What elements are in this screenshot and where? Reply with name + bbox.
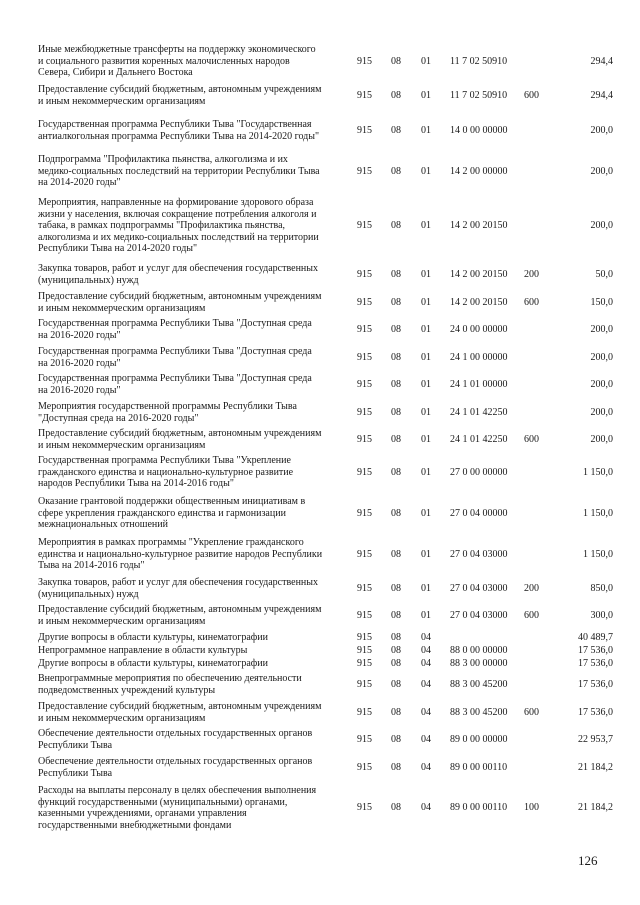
ministry-code: 915 bbox=[357, 434, 372, 445]
ministry-code: 915 bbox=[357, 645, 372, 656]
section-code: 08 bbox=[391, 90, 401, 101]
section-code: 08 bbox=[391, 220, 401, 231]
ministry-code: 915 bbox=[357, 549, 372, 560]
row-name: Государственная программа Республики Тыва "Укрепление гражданского единства и национально-культурное развитие народов Республики Тыва на 2014-2016 годы" bbox=[38, 455, 294, 489]
section-code: 08 bbox=[391, 549, 401, 560]
amount: 1 150,0 bbox=[583, 549, 613, 560]
subsection-code: 04 bbox=[421, 802, 431, 813]
target-code: 27 0 04 03000 bbox=[450, 549, 508, 560]
subsection-code: 04 bbox=[421, 679, 431, 690]
subsection-code: 01 bbox=[421, 56, 431, 67]
ministry-code: 915 bbox=[357, 802, 372, 813]
ministry-code: 915 bbox=[357, 583, 372, 594]
subsection-code: 01 bbox=[421, 166, 431, 177]
amount: 294,4 bbox=[590, 56, 613, 67]
subsection-code: 04 bbox=[421, 658, 431, 669]
row-name: Расходы на выплаты персоналу в целях обеспечения выполнения функций государственными (муниципальными) органами, казенными учреждениями, органами управления государственными внебюджетными фондами bbox=[38, 785, 317, 831]
ministry-code: 915 bbox=[357, 734, 372, 745]
target-code: 89 0 00 00110 bbox=[450, 762, 508, 773]
ministry-code: 915 bbox=[357, 352, 372, 363]
section-code: 08 bbox=[391, 166, 401, 177]
row-name: Предоставление субсидий бюджетным, автономным учреждениям и иным некоммерческим организациям bbox=[38, 701, 322, 724]
ministry-code: 915 bbox=[357, 658, 372, 669]
subsection-code: 01 bbox=[421, 549, 431, 560]
subsection-code: 04 bbox=[421, 762, 431, 773]
target-code: 88 0 00 00000 bbox=[450, 645, 508, 656]
section-code: 08 bbox=[391, 802, 401, 813]
row-name: Государственная программа Республики Тыва "Доступная среда на 2016-2020 годы" bbox=[38, 346, 312, 369]
section-code: 08 bbox=[391, 434, 401, 445]
amount: 850,0 bbox=[590, 583, 613, 594]
amount: 21 184,2 bbox=[578, 802, 613, 813]
target-code: 24 1 00 00000 bbox=[450, 352, 508, 363]
row-name: Мероприятия, направленные на формирование здорового образа жизни у населения, включая сокращение потребления алкоголя и табака, в рамках подпрограммы "Профилактика пьянства, алкоголизма и их медико-социальных последствий на территории Республики Тыва на 2014-2020 годы" bbox=[38, 197, 319, 254]
section-code: 08 bbox=[391, 583, 401, 594]
target-code: 14 2 00 00000 bbox=[450, 166, 508, 177]
subsection-code: 01 bbox=[421, 352, 431, 363]
row-name: Мероприятия в рамках программы "Укрепление гражданского единства и национально-культурное развитие народов Республики Тыва на 2014-2016 годы" bbox=[38, 537, 323, 571]
ministry-code: 915 bbox=[357, 762, 372, 773]
ministry-code: 915 bbox=[357, 166, 372, 177]
row-name: Предоставление субсидий бюджетным, автономным учреждениям и иным некоммерческим организациям bbox=[38, 604, 322, 627]
target-code: 27 0 04 00000 bbox=[450, 508, 508, 519]
ministry-code: 915 bbox=[357, 297, 372, 308]
section-code: 08 bbox=[391, 734, 401, 745]
amount: 200,0 bbox=[590, 324, 613, 335]
ministry-code: 915 bbox=[357, 610, 372, 621]
subsection-code: 01 bbox=[421, 407, 431, 418]
subsection-code: 01 bbox=[421, 583, 431, 594]
subsection-code: 01 bbox=[421, 324, 431, 335]
amount: 17 536,0 bbox=[578, 645, 613, 656]
ministry-code: 915 bbox=[357, 56, 372, 67]
amount: 1 150,0 bbox=[583, 508, 613, 519]
ministry-code: 915 bbox=[357, 220, 372, 231]
row-name: Государственная программа Республики Тыва "Государственная антиалкогольная программа Республики Тыва на 2014-2020 годы" bbox=[38, 119, 320, 142]
amount: 150,0 bbox=[590, 297, 613, 308]
expense-type-code: 600 bbox=[524, 707, 539, 718]
amount: 50,0 bbox=[595, 269, 613, 280]
target-code: 27 0 00 00000 bbox=[450, 467, 508, 478]
row-name: Предоставление субсидий бюджетным, автономным учреждениям и иным некоммерческим организациям bbox=[38, 84, 322, 107]
amount: 22 953,7 bbox=[578, 734, 613, 745]
expense-type-code: 200 bbox=[524, 583, 539, 594]
subsection-code: 04 bbox=[421, 632, 431, 643]
target-code: 24 1 01 42250 bbox=[450, 434, 508, 445]
section-code: 08 bbox=[391, 610, 401, 621]
amount: 200,0 bbox=[590, 379, 613, 390]
target-code: 11 7 02 50910 bbox=[450, 56, 508, 67]
target-code: 27 0 04 03000 bbox=[450, 610, 508, 621]
target-code: 24 1 01 00000 bbox=[450, 379, 508, 390]
expense-type-code: 100 bbox=[524, 802, 539, 813]
subsection-code: 01 bbox=[421, 90, 431, 101]
row-name: Предоставление субсидий бюджетным, автономным учреждениям и иным некоммерческим организациям bbox=[38, 291, 322, 314]
subsection-code: 01 bbox=[421, 220, 431, 231]
subsection-code: 01 bbox=[421, 467, 431, 478]
ministry-code: 915 bbox=[357, 125, 372, 136]
amount: 17 536,0 bbox=[578, 658, 613, 669]
amount: 17 536,0 bbox=[578, 679, 613, 690]
section-code: 08 bbox=[391, 125, 401, 136]
target-code: 89 0 00 00000 bbox=[450, 734, 508, 745]
row-name: Другие вопросы в области культуры, кинематографии bbox=[38, 658, 268, 669]
amount: 40 489,7 bbox=[578, 632, 613, 643]
ministry-code: 915 bbox=[357, 707, 372, 718]
section-code: 08 bbox=[391, 645, 401, 656]
subsection-code: 04 bbox=[421, 734, 431, 745]
row-name: Оказание грантовой поддержки общественным инициативам в сфере укрепления гражданского единства и гармонизации межнациональных отношений bbox=[38, 496, 306, 530]
section-code: 08 bbox=[391, 658, 401, 669]
ministry-code: 915 bbox=[357, 90, 372, 101]
target-code: 14 2 00 20150 bbox=[450, 220, 508, 231]
row-name: Внепрограммные мероприятия по обеспечению деятельности подведомственных учреждений культуры bbox=[38, 673, 302, 696]
section-code: 08 bbox=[391, 379, 401, 390]
row-name: Государственная программа Республики Тыва "Доступная среда на 2016-2020 годы" bbox=[38, 373, 312, 396]
expense-type-code: 600 bbox=[524, 90, 539, 101]
ministry-code: 915 bbox=[357, 324, 372, 335]
ministry-code: 915 bbox=[357, 632, 372, 643]
row-name: Предоставление субсидий бюджетным, автономным учреждениям и иным некоммерческим организациям bbox=[38, 428, 322, 451]
amount: 200,0 bbox=[590, 407, 613, 418]
amount: 21 184,2 bbox=[578, 762, 613, 773]
row-name: Закупка товаров, работ и услуг для обеспечения государственных (муниципальных) нужд bbox=[38, 263, 319, 286]
subsection-code: 04 bbox=[421, 645, 431, 656]
row-name: Закупка товаров, работ и услуг для обеспечения государственных (муниципальных) нужд bbox=[38, 577, 319, 600]
subsection-code: 04 bbox=[421, 707, 431, 718]
subsection-code: 01 bbox=[421, 269, 431, 280]
section-code: 08 bbox=[391, 297, 401, 308]
expense-type-code: 600 bbox=[524, 297, 539, 308]
section-code: 08 bbox=[391, 632, 401, 643]
target-code: 88 3 00 00000 bbox=[450, 658, 508, 669]
section-code: 08 bbox=[391, 679, 401, 690]
amount: 200,0 bbox=[590, 125, 613, 136]
row-name: Непрограммное направление в области культуры bbox=[38, 645, 248, 656]
subsection-code: 01 bbox=[421, 508, 431, 519]
section-code: 08 bbox=[391, 707, 401, 718]
expense-type-code: 600 bbox=[524, 610, 539, 621]
ministry-code: 915 bbox=[357, 269, 372, 280]
section-code: 08 bbox=[391, 269, 401, 280]
section-code: 08 bbox=[391, 508, 401, 519]
row-name: Иные межбюджетные трансферты на поддержку экономического и социального развития коренных малочисленных народов Севера, Сибири и Дальнего Востока bbox=[38, 44, 316, 78]
target-code: 88 3 00 45200 bbox=[450, 679, 508, 690]
row-name: Подпрограмма "Профилактика пьянства, алкоголизма и их медико-социальных последствий на территории Республики Тыва на 2014-2020 годы" bbox=[38, 154, 320, 188]
subsection-code: 01 bbox=[421, 434, 431, 445]
expense-type-code: 600 bbox=[524, 434, 539, 445]
ministry-code: 915 bbox=[357, 467, 372, 478]
amount: 1 150,0 bbox=[583, 467, 613, 478]
ministry-code: 915 bbox=[357, 379, 372, 390]
section-code: 08 bbox=[391, 407, 401, 418]
subsection-code: 01 bbox=[421, 125, 431, 136]
row-name: Обеспечение деятельности отдельных государственных органов Республики Тыва bbox=[38, 756, 313, 779]
target-code: 88 3 00 45200 bbox=[450, 707, 508, 718]
target-code: 27 0 04 03000 bbox=[450, 583, 508, 594]
target-code: 11 7 02 50910 bbox=[450, 90, 508, 101]
amount: 17 536,0 bbox=[578, 707, 613, 718]
ministry-code: 915 bbox=[357, 679, 372, 690]
section-code: 08 bbox=[391, 762, 401, 773]
ministry-code: 915 bbox=[357, 508, 372, 519]
amount: 200,0 bbox=[590, 352, 613, 363]
amount: 300,0 bbox=[590, 610, 613, 621]
section-code: 08 bbox=[391, 467, 401, 478]
amount: 200,0 bbox=[590, 434, 613, 445]
amount: 200,0 bbox=[590, 220, 613, 231]
target-code: 14 2 00 20150 bbox=[450, 269, 508, 280]
row-name: Государственная программа Республики Тыва "Доступная среда на 2016-2020 годы" bbox=[38, 318, 312, 341]
row-name: Другие вопросы в области культуры, кинематографии bbox=[38, 632, 268, 643]
expense-type-code: 200 bbox=[524, 269, 539, 280]
amount: 294,4 bbox=[590, 90, 613, 101]
section-code: 08 bbox=[391, 324, 401, 335]
target-code: 14 0 00 00000 bbox=[450, 125, 508, 136]
target-code: 24 0 00 00000 bbox=[450, 324, 508, 335]
subsection-code: 01 bbox=[421, 297, 431, 308]
section-code: 08 bbox=[391, 56, 401, 67]
amount: 200,0 bbox=[590, 166, 613, 177]
row-name: Мероприятия государственной программы Республики Тыва "Доступная среда на 2016-2020 годы" bbox=[38, 401, 297, 424]
row-name: Обеспечение деятельности отдельных государственных органов Республики Тыва bbox=[38, 728, 313, 751]
target-code: 89 0 00 00110 bbox=[450, 802, 508, 813]
target-code: 14 2 00 20150 bbox=[450, 297, 508, 308]
section-code: 08 bbox=[391, 352, 401, 363]
page-number: 126 bbox=[578, 853, 598, 868]
subsection-code: 01 bbox=[421, 610, 431, 621]
target-code: 24 1 01 42250 bbox=[450, 407, 508, 418]
subsection-code: 01 bbox=[421, 379, 431, 390]
ministry-code: 915 bbox=[357, 407, 372, 418]
